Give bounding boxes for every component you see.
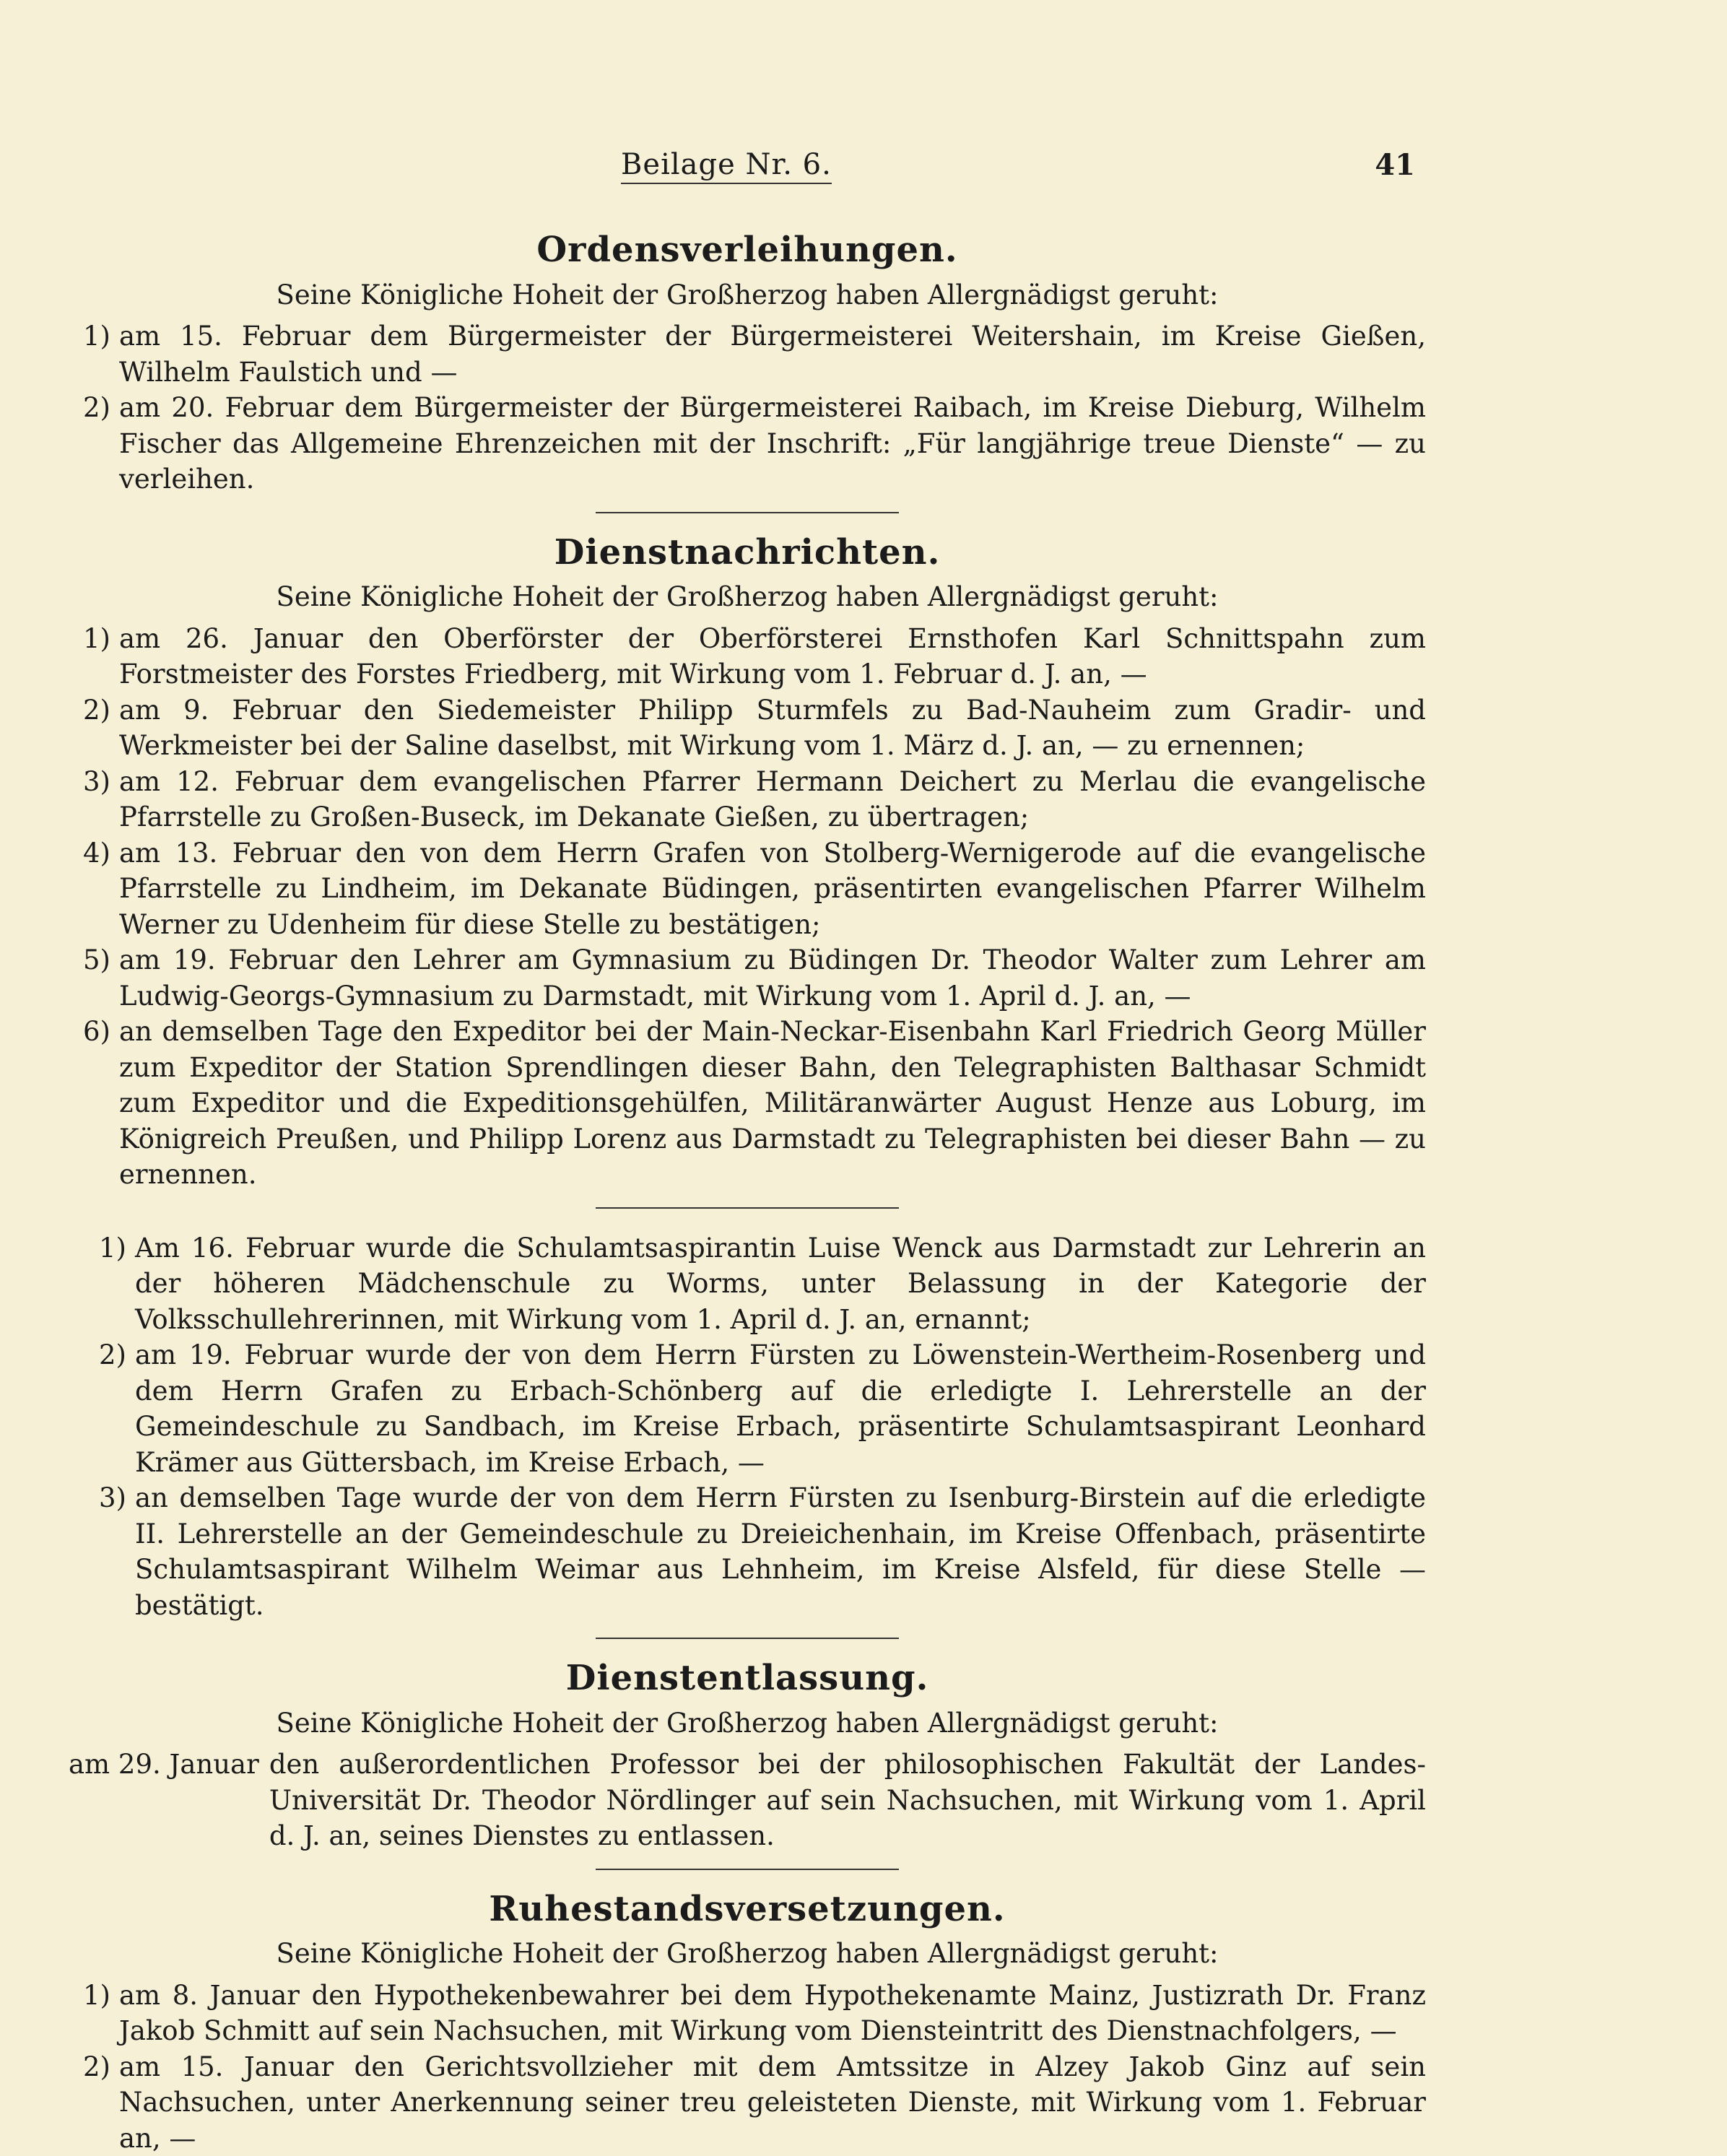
item-text: an demselben Tage wurde der von dem Herrn Fürsten zu Isenburg-Birstein auf die erledigte II. Lehrerstelle an der Gemeindeschule zu Dreieichenhain, im Kreise Offenbach, präsentirte Schulamtsaspirant Wilhelm Weimar aus Lehnheim, im Kreise Alsfeld, für diese Stelle — bestätigt. bbox=[135, 1480, 1426, 1623]
list-item bbox=[69, 942, 1426, 1014]
section-intro: Seine Königliche Hoheit der Großherzog haben Allergnädigst geruht: bbox=[69, 1705, 1426, 1742]
item-number: 2) bbox=[69, 2049, 119, 2156]
item-number: 3) bbox=[69, 1480, 135, 1623]
item-text: am 15. Januar den Gerichtsvollzieher mit dem Amtssitze in Alzey Jakob Ginz auf sein Nachsuchen, unter Anerkennung seiner treu geleisteten Dienste, mit Wirkung vom 1. Februar an, — bbox=[119, 2049, 1426, 2156]
list-item bbox=[69, 764, 1426, 835]
divider bbox=[596, 1869, 899, 1870]
item-text: am 19. Februar wurde der von dem Herrn Fürsten zu Löwenstein-Wertheim-Rosenberg und dem Herrn Grafen zu Erbach-Schönberg auf die erledigte I. Lehrerstelle an der Gemeindeschule zu Sandbach, im Kreise Erbach, präsentirte Schulamtsaspirant Leonhard Krämer aus Güttersbach, im Kreise Erbach, — bbox=[135, 1337, 1426, 1480]
list-item bbox=[69, 1747, 1426, 1854]
item-number: 3) bbox=[69, 764, 119, 835]
item-number: 2) bbox=[69, 390, 119, 497]
section-intro: Seine Königliche Hoheit der Großherzog haben Allergnädigst geruht: bbox=[69, 579, 1426, 615]
item-text: den außerordentlichen Professor bei der philosophischen Fakultät der Landes-Universität Dr. Theodor Nördlinger auf sein Nachsuchen, mit Wirkung vom 1. April d. J. an, seines Dienstes zu entlassen. bbox=[269, 1747, 1426, 1854]
item-number: 1) bbox=[69, 621, 119, 692]
item-number: 1) bbox=[69, 1230, 135, 1338]
divider bbox=[596, 1207, 899, 1209]
list-item bbox=[69, 2049, 1426, 2156]
item-number: 2) bbox=[69, 692, 119, 764]
divider bbox=[596, 1638, 899, 1639]
list-item bbox=[69, 692, 1426, 764]
divider bbox=[596, 512, 899, 513]
item-number: 5) bbox=[69, 942, 119, 1014]
item-number: 1) bbox=[69, 318, 119, 390]
page-content bbox=[69, 217, 1426, 2156]
item-number: 1) bbox=[69, 1978, 119, 2049]
section-title-dienstnachrichten: Dienstnachrichten. bbox=[69, 535, 1426, 571]
item-text: am 13. Februar den von dem Herrn Grafen von Stolberg-Wernigerode auf die evangelische Pfarrstelle zu Lindheim, im Dekanate Büdingen, präsentirten evangelischen Pfarrer Wilhelm Werner zu Udenheim für diese Stelle zu bestätigen; bbox=[119, 835, 1426, 943]
item-text: an demselben Tage den Expeditor bei der Main-Neckar-Eisenbahn Karl Friedrich Georg Müller zum Expeditor der Station Sprendlingen dieser Bahn, den Telegraphisten Balthasar Schmidt zum Expeditor und die Expeditionsgehülfen, Militäranwärter August Henze aus Loburg, im Königreich Preußen, und Philipp Lorenz aus Darmstadt zu Telegraphisten bei dieser Bahn — zu ernennen. bbox=[119, 1014, 1426, 1193]
section-title-ruhestandsversetzungen: Ruhestandsversetzungen. bbox=[69, 1892, 1426, 1928]
item-text: am 15. Februar dem Bürgermeister der Bürgermeisterei Weitershain, im Kreise Gießen, Wilhelm Faulstich und — bbox=[119, 318, 1426, 390]
item-date: am 29. Januar bbox=[69, 1747, 269, 1854]
section-intro: Seine Königliche Hoheit der Großherzog haben Allergnädigst geruht: bbox=[69, 277, 1426, 313]
page-number: 41 bbox=[1375, 148, 1415, 182]
list-item bbox=[69, 1230, 1426, 1338]
list-item bbox=[69, 1978, 1426, 2049]
list-item bbox=[69, 835, 1426, 943]
item-text: am 9. Februar den Siedemeister Philipp Sturmfels zu Bad-Nauheim zum Gradir- und Werkmeister bei der Saline daselbst, mit Wirkung vom 1. März d. J. an, — zu ernennen; bbox=[119, 692, 1426, 764]
item-text: am 19. Februar den Lehrer am Gymnasium zu Büdingen Dr. Theodor Walter zum Lehrer am Ludwig-Georgs-Gymnasium zu Darmstadt, mit Wirkung vom 1. April d. J. an, — bbox=[119, 942, 1426, 1014]
list-item bbox=[69, 621, 1426, 692]
list-item bbox=[69, 1337, 1426, 1480]
item-text: Am 16. Februar wurde die Schulamtsaspirantin Luise Wenck aus Darmstadt zur Lehrerin an der höheren Mädchenschule zu Worms, unter Belassung in der Kategorie der Volksschullehrerinnen, mit Wirkung vom 1. April d. J. an, ernannt; bbox=[135, 1230, 1426, 1338]
supplement-title: Beilage Nr. 6. bbox=[621, 148, 832, 184]
item-number: 2) bbox=[69, 1337, 135, 1480]
list-item bbox=[69, 390, 1426, 497]
section-intro: Seine Königliche Hoheit der Großherzog haben Allergnädigst geruht: bbox=[69, 1936, 1426, 1972]
page-header bbox=[621, 148, 1415, 191]
list-item bbox=[69, 318, 1426, 390]
item-text: am 8. Januar den Hypothekenbewahrer bei dem Hypothekenamte Mainz, Justizrath Dr. Franz Jakob Schmitt auf sein Nachsuchen, mit Wirkung vom Diensteintritt des Dienstnachfolgers, — bbox=[119, 1978, 1426, 2049]
list-item bbox=[69, 1480, 1426, 1623]
section-title-ordensverleihungen: Ordensverleihungen. bbox=[69, 232, 1426, 269]
item-text: am 26. Januar den Oberförster der Oberförsterei Ernsthofen Karl Schnittspahn zum Forstmeister des Forstes Friedberg, mit Wirkung vom 1. Februar d. J. an, — bbox=[119, 621, 1426, 692]
item-number: 6) bbox=[69, 1014, 119, 1193]
item-text: am 12. Februar dem evangelischen Pfarrer Hermann Deichert zu Merlau die evangelische Pfarrstelle zu Großen-Buseck, im Dekanate Gießen, zu übertragen; bbox=[119, 764, 1426, 835]
section-title-dienstentlassung: Dienstentlassung. bbox=[69, 1661, 1426, 1697]
item-number: 4) bbox=[69, 835, 119, 943]
item-text: am 20. Februar dem Bürgermeister der Bürgermeisterei Raibach, im Kreise Dieburg, Wilhelm Fischer das Allgemeine Ehrenzeichen mit der Inschrift: „Für langjährige treue Dienste“ — zu verleihen. bbox=[119, 390, 1426, 497]
list-item bbox=[69, 1014, 1426, 1193]
